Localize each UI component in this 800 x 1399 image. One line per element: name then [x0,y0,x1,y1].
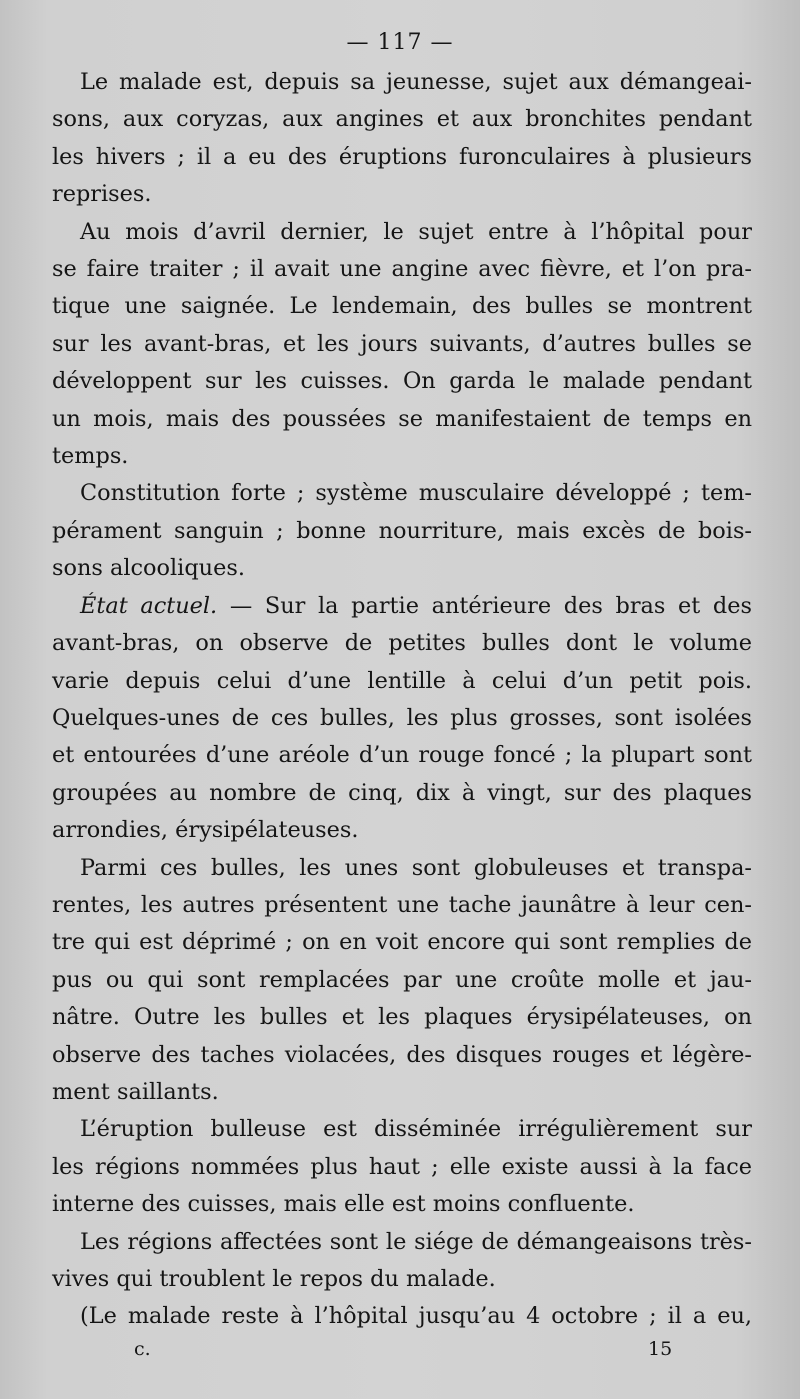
text-line [52,588,752,625]
text-line: et entourées d’une aréole d’un rouge foncé ; la plupart sont [52,742,752,769]
text-line: se faire traiter ; il avait une angine avec fièvre, et l’on pra- [52,256,752,283]
signature-mark: c. [134,1338,151,1360]
text-line: interne des cuisses, mais elle est moins confluente. [52,1191,635,1218]
text-line: tre qui est déprimé ; on en voit encore qui sont remplies de [52,929,752,956]
paragraph-8 [52,1298,752,1335]
paragraph-2 [52,214,752,476]
text-line: L’éruption bulleuse est disséminée irrégulièrement sur [80,1116,752,1143]
text-line: Quelques-unes de ces bulles, les plus grosses, sont isolées [52,704,752,731]
page-number: — 117 — [346,30,454,55]
text-line: Au mois d’avril dernier, le sujet entre à l’hôpital pour [80,218,752,245]
text-line: groupées au nombre de cinq, dix à vingt, sur des plaques [52,779,752,806]
paragraph-7 [52,1224,752,1299]
text-line: nâtre. Outre les bulles et les plaques érysipélateuses, on [52,1004,752,1031]
page-footer [0,1338,800,1368]
paragraph-1 [52,64,752,214]
text-line: rentes, les autres présentent une tache jaunâtre à leur cen- [52,891,752,918]
text-line: un mois, mais des poussées se manifestaient de temps en [52,405,752,432]
folio-number: 15 [648,1338,673,1360]
text-line: sur les avant-bras, et les jours suivants, d’autres bulles se [52,330,752,357]
text-line: Les régions affectées sont le siége de démangeaisons très- [80,1228,752,1255]
text-line: pus ou qui sont remplacées par une croûte molle et jau- [52,966,752,993]
paragraph-5 [52,850,752,1112]
text-line: avant-bras, on observe de petites bulles dont le volume [52,630,752,657]
paragraph-6 [52,1111,752,1223]
text-fragment: — Sur la partie antérieure des bras et des [217,592,752,619]
text-line: les régions nommées plus haut ; elle existe aussi à la face [52,1153,752,1180]
text-line: observe des taches violacées, des disques rouges et légère- [52,1041,752,1068]
text-line: (Le malade reste à l’hôpital jusqu’au 4 octobre ; il a eu, [80,1303,752,1330]
body-text [52,64,752,1336]
text-line: ment saillants. [52,1078,219,1105]
text-line: temps. [52,443,129,470]
paragraph-4 [52,588,752,850]
section-heading-italic: État actuel. [80,592,218,619]
text-line: sons alcooliques. [52,555,245,582]
text-line: pérament sanguin ; bonne nourriture, mais excès de bois- [52,517,752,544]
text-line: Constitution forte ; système musculaire développé ; tem- [80,480,752,507]
text-line: les hivers ; il a eu des éruptions furonculaires à plusieurs [52,143,752,170]
text-line: vives qui troublent le repos du malade. [52,1266,496,1292]
text-line: tique une saignée. Le lendemain, des bulles se montrent [52,293,752,320]
paragraph-3 [52,475,752,587]
text-line: arrondies, érysipélateuses. [52,817,359,844]
text-line: sons, aux coryzas, aux angines et aux bronchites pendant [52,106,752,133]
text-line: reprises. [52,181,152,208]
text-line: développent sur les cuisses. On garda le malade pendant [52,368,752,395]
text-line: Parmi ces bulles, les unes sont globuleuses et transpa- [80,854,752,881]
text-line: varie depuis celui d’une lentille à celui d’un petit pois. [52,667,752,694]
text-line: Le malade est, depuis sa jeunesse, sujet aux démangeai- [80,69,752,95]
